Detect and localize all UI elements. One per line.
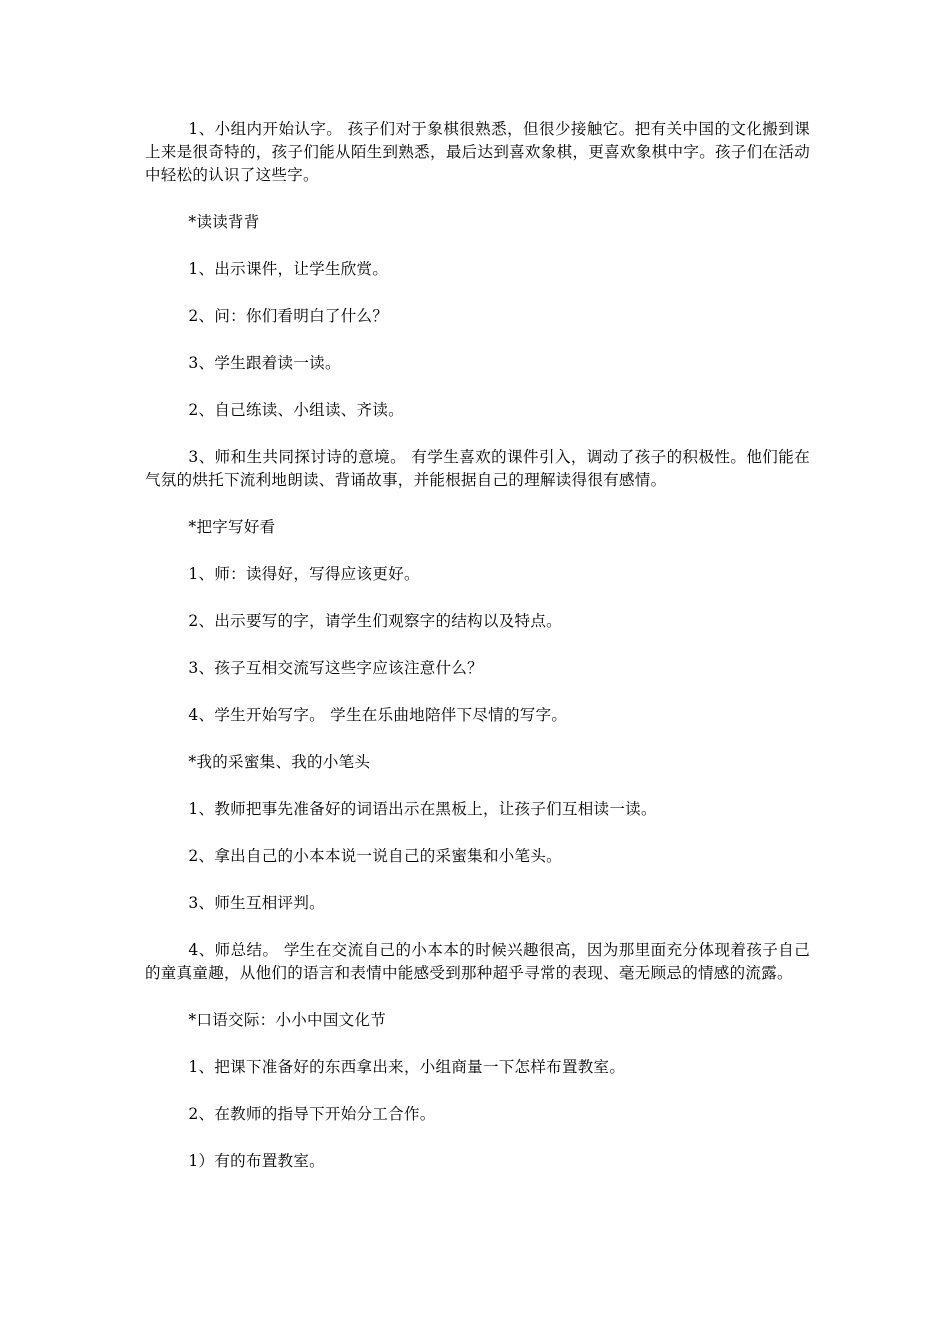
- paragraph-discuss-writing: 3、孩子互相交流写这些字应该注意什么？: [188, 659, 483, 677]
- paragraph-teacher-summary: 4、师总结。 学生在交流自己的小本本的时候兴趣很高，因为那里面充分体现着孩子自己的童真童趣，从他们的语言和表情中能感受到那种超乎寻常的表现、毫无顾忌的情感的流露。: [145, 941, 810, 982]
- paragraph-show-words: 1、教师把事先准备好的词语出示在黑板上，让孩子们互相读一读。: [188, 800, 657, 818]
- paragraph-division-of-labor: 2、在教师的指导下开始分工合作。: [188, 1105, 436, 1123]
- section-heading-read-recite: *读读背背: [188, 213, 260, 231]
- paragraph-start-writing: 4、学生开始写字。 学生在乐曲地陪伴下尽情的写字。: [188, 706, 568, 724]
- paragraph-ask-question: 2、问：你们看明白了什么？: [188, 307, 389, 325]
- paragraph-some-decorate: 1）有的布置教室。: [188, 1152, 325, 1170]
- section-heading-oral-communication: *口语交际：小小中国文化节: [188, 1011, 387, 1029]
- paragraph-notebook-share: 2、拿出自己的小本本说一说自己的采蜜集和小笔头。: [188, 847, 562, 865]
- paragraph-explore-poem: 3、师和生共同探讨诗的意境。 有学生喜欢的课件引入，调动了孩子的积极性。他们能在气氛的烘托下流利地朗读、背诵故事，并能根据自己的理解读得很有感情。: [145, 448, 810, 489]
- section-heading-write-well: *把字写好看: [188, 518, 276, 536]
- paragraph-mutual-evaluation: 3、师生互相评判。: [188, 894, 325, 912]
- paragraph-group-character-recognition: 1、小组内开始认字。 孩子们对于象棋很熟悉，但很少接触它。把有关中国的文化搬到课上来是很奇特的，孩子们能从陌生到熟悉，最后达到喜欢象棋，更喜欢象棋中字。孩子们在活动中轻松的认识了这些字。: [145, 120, 810, 184]
- paragraph-follow-reading: 3、学生跟着读一读。: [188, 354, 341, 372]
- paragraph-read-write-well: 1、师：读得好，写得应该更好。: [188, 565, 420, 583]
- paragraph-observe-structure: 2、出示要写的字，请学生们观察字的结构以及特点。: [188, 612, 562, 630]
- paragraph-practice-reading: 2、自己练读、小组读、齐读。: [188, 401, 404, 419]
- section-heading-honey-collection: *我的采蜜集、我的小笔头: [188, 753, 371, 771]
- paragraph-arrange-classroom: 1、把课下准备好的东西拿出来，小组商量一下怎样布置教室。: [188, 1058, 626, 1076]
- paragraph-show-courseware: 1、出示课件，让学生欣赏。: [188, 260, 389, 278]
- document-body: [145, 118, 810, 1197]
